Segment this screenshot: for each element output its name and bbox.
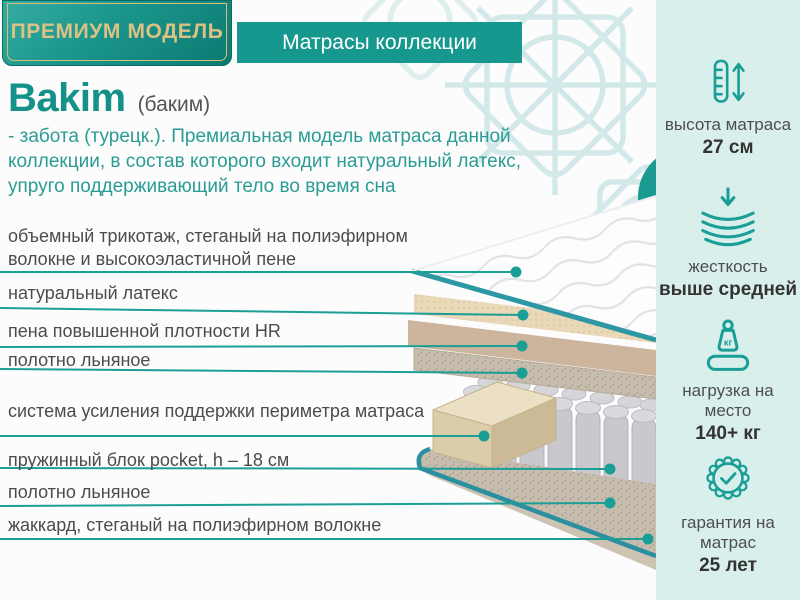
layer-label-4: полотно льняное (8, 350, 151, 370)
spec-label: гарантия на матрас (681, 513, 775, 552)
spec-item-load-per-place (656, 314, 800, 445)
product-description: - забота (турецк.). Премиальная модель матраса данной коллекции, в состав которого входит натуральный латекс, упруго поддерживающий тело во время сна (8, 126, 522, 197)
firmness-icon (697, 186, 759, 250)
spec-value: 140+ кг (695, 423, 761, 444)
layer-dot-5 (479, 431, 490, 442)
layer-label-2: натуральный латекс (8, 283, 178, 303)
layer-dot-7 (605, 498, 616, 509)
layer-dot-3 (517, 341, 528, 352)
mattress-height-icon (699, 56, 757, 108)
layer-label-3: пена повышенной плотности HR (8, 321, 281, 341)
premium-model-badge (2, 0, 232, 66)
warranty-icon (700, 450, 756, 506)
layer-dot-2 (518, 310, 529, 321)
layer-label-7: полотно льняное (8, 482, 151, 502)
spec-label: жесткость (688, 257, 768, 276)
layer-connector-3 (0, 346, 522, 347)
spec-value: 27 см (702, 137, 754, 158)
spec-item-firmness (656, 186, 800, 301)
layer-dot-1 (511, 267, 522, 278)
product-name: Bakim (8, 76, 126, 120)
layer-dot-6 (605, 464, 616, 475)
spec-label: нагрузка на место (682, 381, 774, 420)
spec-value: 25 лет (699, 555, 757, 576)
layer-label-1: объемный трикотаж, стеганый на полиэфирном волокне и высокоэластичной пене (8, 226, 408, 269)
premium-model-badge-label: ПРЕМИУМ МОДЕЛЬ (7, 3, 227, 61)
svg-text:кг: кг (723, 337, 733, 348)
layer-label-8: жаккард, стеганый на полиэфирном волокне (8, 515, 382, 535)
layer-label-5: система усиления поддержки периметра матраса (8, 401, 425, 421)
spec-label: высота матраса (664, 115, 792, 134)
product-transcription: (баким) (137, 93, 211, 116)
product-title (8, 76, 210, 121)
specs-sidebar (656, 0, 800, 600)
layer-dot-8 (643, 534, 654, 545)
spec-item-mattress-height (656, 56, 800, 159)
load-per-place-icon (698, 314, 758, 374)
layer-label-6: пружинный блок pocket, h – 18 см (8, 450, 290, 470)
layer-dot-4 (517, 368, 528, 379)
spec-item-warranty (656, 450, 800, 577)
spec-value: выше средней (658, 279, 798, 300)
collection-banner: Матрасы коллекции (237, 22, 522, 63)
